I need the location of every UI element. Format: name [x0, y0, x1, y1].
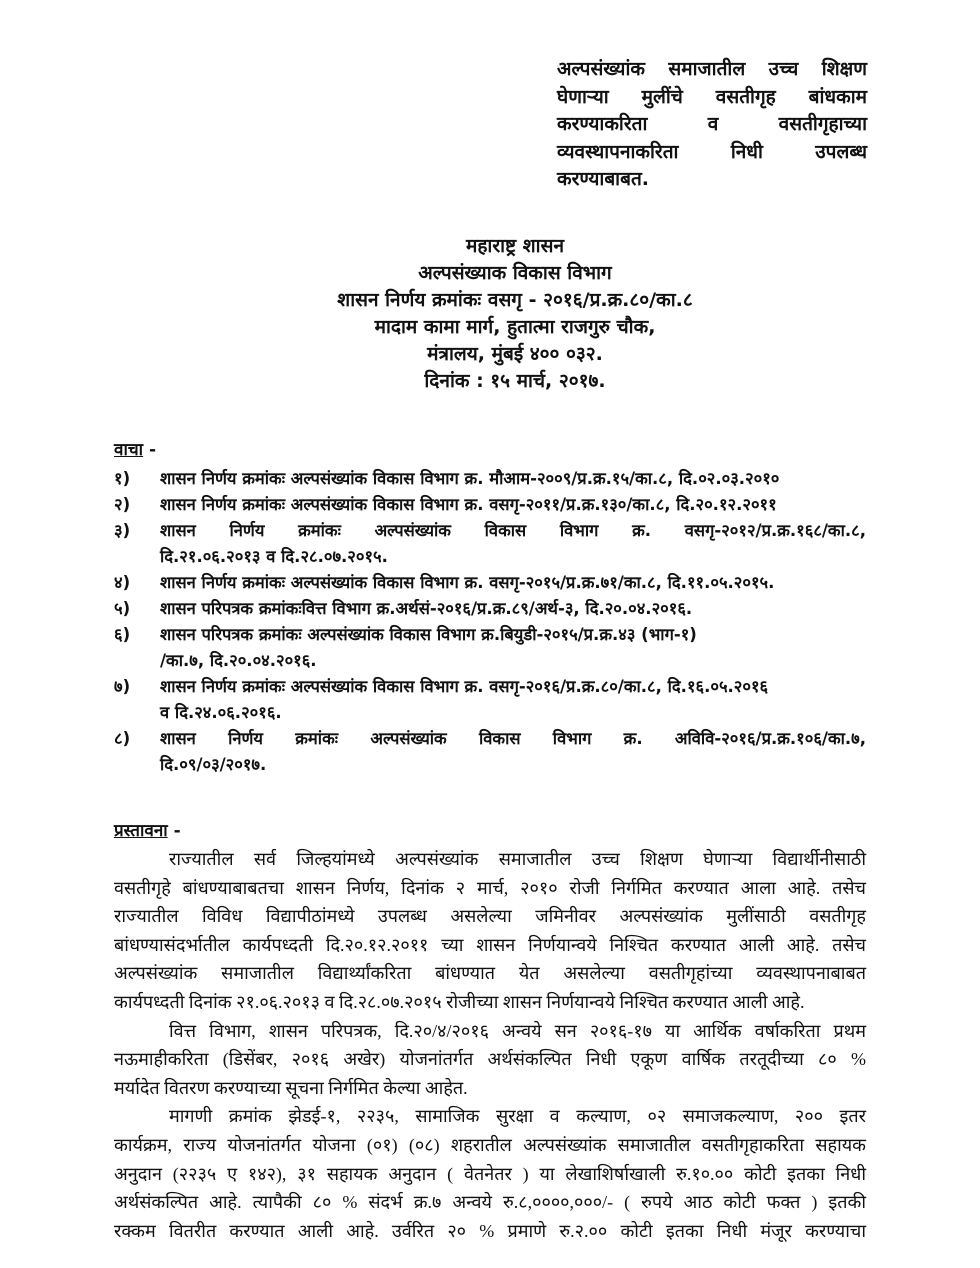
reference-text: /का.७, दि.२०.०४.२०१६. — [160, 651, 317, 670]
subject-block — [557, 56, 867, 194]
address-line-2: मंत्रालय, मुंबई ४०० ०३२. — [427, 343, 603, 365]
paragraph-line: नऊमाहीकरिता (डिसेंबर, २०१६ अखेर) योजनांतर्गत अर्थसंकल्पित निधी एकूण वार्षिक तरतूदीच्या ८० % — [114, 1049, 866, 1070]
reference-item — [114, 726, 866, 778]
document-header — [200, 233, 830, 395]
read-heading-suffix: - — [143, 440, 157, 460]
preamble-paragraph — [114, 1017, 866, 1103]
paragraph-line: मागणी क्रमांक झेडई-१, २२३५, सामाजिक सुरक्षा व कल्याण, ०२ समाजकल्याण, २०० इतर — [169, 1106, 866, 1127]
paragraph-line: वित्त विभाग, शासन परिपत्रक, दि.२०/४/२०१६ अन्वये सन २०१६-१७ या आर्थिक वर्षाकरिता प्रथम — [169, 1020, 866, 1041]
preamble-body — [114, 845, 866, 1245]
reference-list — [114, 466, 866, 778]
reference-item — [114, 492, 866, 518]
reference-text: शासन निर्णय क्रमांकः अल्पसंख्यांक विकास विभाग क्र. वसगृ-२०११/प्र.क्र.१३०/का.८, दि.२०.१२.२०११ — [160, 495, 777, 514]
reference-text: शासन निर्णय क्रमांकः अल्पसंख्यांक विकास विभाग क्र. वसगृ-२०१६/प्र.क्र.८०/का.८, दि.१६.०५.२०१६ — [160, 677, 769, 696]
address-line-1: मादाम कामा मार्ग, हुतात्मा राजगुरु चौक, — [374, 316, 656, 338]
reference-text: शासन निर्णय क्रमांकः अल्पसंख्यांक विकास विभाग क्र. वसगृ-२०१५/प्र.क्र.७१/का.८, दि.११.०५.२०१५. — [160, 573, 775, 592]
paragraph-line: राज्यातील सर्व जिल्हयांमध्ये अल्पसंख्यांक समाजातील उच्च शिक्षण घेणाऱ्या विद्यार्थीनीसाठी — [169, 849, 866, 869]
reference-item — [114, 570, 866, 596]
subject-line: करण्याकरिता व वसतीगृहाच्या — [557, 113, 867, 135]
paragraph-line: कार्यक्रम, राज्य योजनांतर्गत योजना (०१) (०८) शहरातील अल्पसंख्यांक समाजातील वसतीगृहाकरिता सहायक — [114, 1134, 866, 1155]
reference-item — [114, 518, 866, 570]
reference-number: ५) — [114, 599, 131, 618]
reference-text: व दि.२४.०६.२०१६. — [160, 703, 282, 722]
subject-line: घेणाऱ्या मुलींचे वसतीगृह बांधकाम — [557, 85, 867, 108]
reference-number: ६) — [114, 625, 131, 644]
paragraph-line: रक्कम वितरीत करण्यात आली आहे. उर्वरित २० % प्रमाणे रु.२.०० कोटी इतका निधी मंजूर करण्याचा — [114, 1220, 866, 1241]
paragraph-line: मर्यादेत वितरण करण्याच्या सूचना निर्गमित केल्या आहेत. — [114, 1077, 468, 1098]
reference-number: १) — [114, 469, 131, 488]
preamble-heading-suffix: - — [167, 821, 181, 841]
reference-text: शासन परिपत्रक क्रमांकः अल्पसंख्यांक विकास विभाग क्र.बियुडी-२०१५/प्र.क्र.४३ (भाग-१) — [160, 625, 697, 644]
government-name: महाराष्ट्र शासन — [465, 235, 564, 257]
reference-text: दि.२१.०६.२०१३ व दि.२८.०७.२०१५. — [160, 547, 388, 566]
read-heading-text: वाचा — [114, 440, 144, 460]
subject-line: करण्याबाबत. — [557, 168, 649, 190]
subject-line: अल्पसंख्यांक समाजातील उच्च शिक्षण — [557, 58, 867, 80]
department-name: अल्पसंख्याक विकास विभाग — [418, 262, 612, 284]
preamble-paragraph — [114, 1102, 866, 1245]
reference-item — [114, 674, 866, 726]
document-date: दिनांक : १५ मार्च, २०१७. — [424, 370, 606, 392]
paragraph-line: बांधण्यासंदर्भातील कार्यपध्दती दि.२०.१२.२०११ च्या शासन निर्णयान्वये निश्चित करण्यात आली आहे. तसेच — [114, 934, 866, 955]
paragraph-line: राज्यातील विविध विद्यापीठांमध्ये उपलब्ध असलेल्या जमिनीवर अल्पसंख्यांक मुलींसाठी वसतीगृह — [114, 906, 866, 927]
preamble-paragraph — [114, 845, 866, 1017]
subject-line: व्यवस्थापनाकरिता निधी उपलब्ध — [557, 140, 867, 163]
preamble-heading-text: प्रस्तावना — [114, 821, 168, 841]
paragraph-line: अल्पसंख्यांक समाजातील विद्यार्थ्यांकरिता बांधण्यात येत असलेल्या वसतीगृहांच्या व्यवस्थापनाबाबत — [114, 963, 866, 984]
reference-number: ७) — [114, 677, 131, 696]
reference-text: शासन निर्णय क्रमांकः अल्पसंख्यांक विकास विभाग क्र. वसगृ-२०१२/प्र.क्र.१६८/का.८, — [160, 521, 866, 540]
reference-text: शासन परिपत्रक क्रमांकःवित्त विभाग क्र.अर्थसं-२०१६/प्र.क्र.८९/अर्थ-३, दि.२०.०४.२०१६. — [160, 599, 693, 618]
reference-item — [114, 466, 866, 492]
preamble-heading — [114, 818, 181, 841]
paragraph-line: कार्यपध्दती दिनांक २१.०६.२०१३ व दि.२८.०७.२०१५ रोजीच्या शासन निर्णयान्वये निश्चित करण्यात आली आहे. — [114, 991, 805, 1012]
paragraph-line: अर्थसंकल्पित आहे. त्यापैकी ८० % संदर्भ क्र.७ अन्वये रु.८,००००,०००/- ( रुपये आठ कोटी फक्त ) इतकी — [114, 1192, 866, 1213]
reference-item — [114, 596, 866, 622]
reference-number: ३) — [114, 521, 131, 540]
reference-number: ८) — [114, 729, 131, 748]
read-heading — [114, 437, 156, 460]
reference-text: दि.०९/०३/२०१७. — [160, 755, 267, 774]
reference-text: शासन निर्णय क्रमांकः अल्पसंख्यांक विकास विभाग क्र. मौआम-२००९/प्र.क्र.१५/का.८, दि.०२.०३.२०१० — [160, 469, 780, 488]
paragraph-line: वसतीगृहे बांधण्याबाबतचा शासन निर्णय, दिनांक २ मार्च, २०१० रोजी निर्गमित करण्यात आला आहे. तसेच — [114, 877, 866, 898]
gr-number: शासन निर्णय क्रमांकः वसगृ - २०१६/प्र.क्र.८०/का.८ — [337, 289, 693, 311]
paragraph-line: अनुदान (२२३५ ए १४२), ३१ सहायक अनुदान ( वेतनेतर ) या लेखाशिर्षाखाली रु.१०.०० कोटी इतका निधी — [114, 1163, 866, 1184]
reference-item — [114, 622, 866, 674]
reference-number: २) — [114, 495, 131, 514]
reference-number: ४) — [114, 573, 131, 592]
reference-text: शासन निर्णय क्रमांकः अल्पसंख्यांक विकास विभाग क्र. अविवि-२०१६/प्र.क्र.१०६/का.७, — [160, 729, 866, 748]
